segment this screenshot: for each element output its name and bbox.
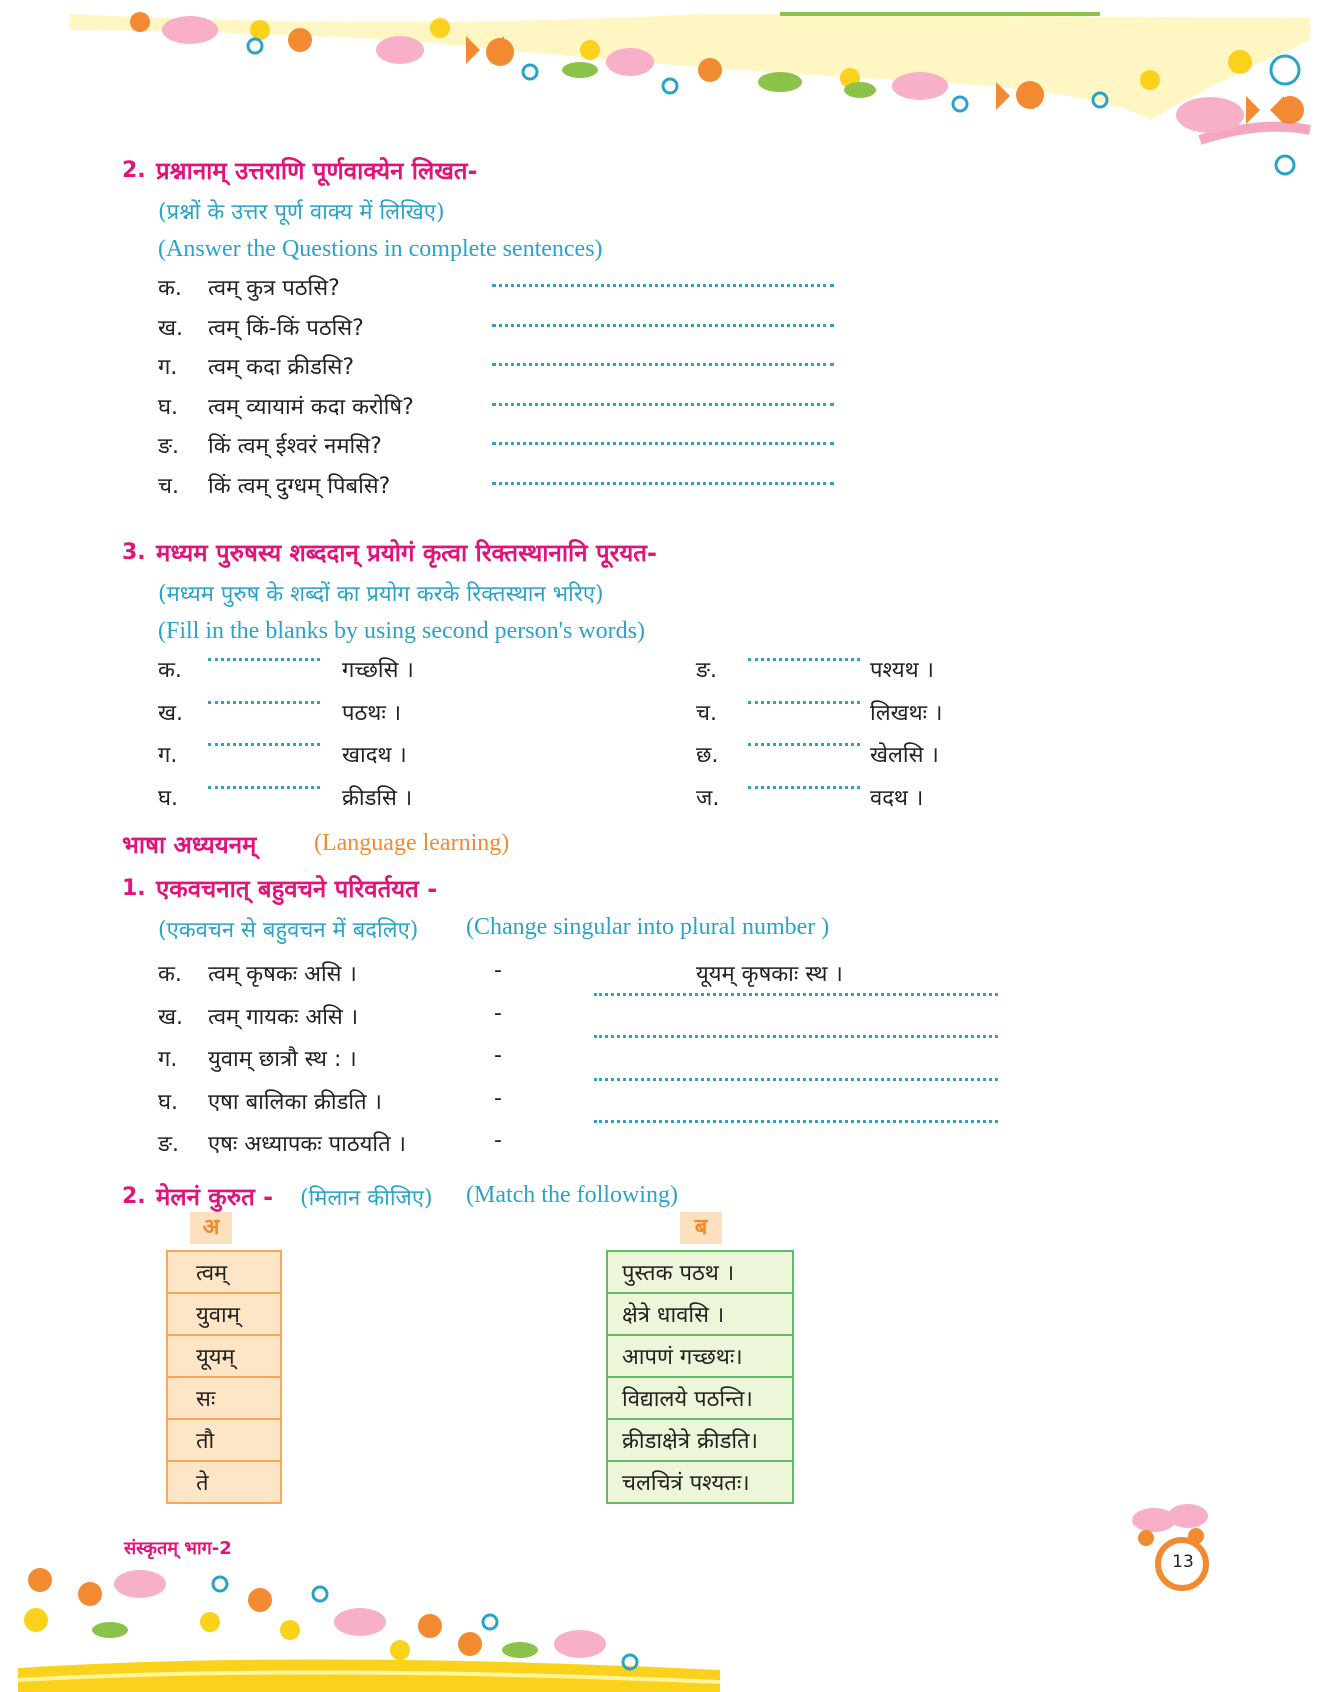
q3-left-text: पठथः ।: [342, 700, 402, 726]
bottom-floral-border: [0, 1560, 1332, 1692]
q2-item-text: किं त्वम् दुग्धम् पिबसि?: [208, 474, 391, 499]
column-b-table: [606, 1250, 794, 1504]
q2-number: 2.: [122, 158, 146, 183]
q2-answer-line[interactable]: [492, 284, 834, 287]
q2-item-text: त्वम् कदा क्रीडसि?: [208, 355, 355, 381]
language-section-english: (Language learning): [314, 830, 510, 856]
column-a-table: [166, 1250, 282, 1504]
l1-hindi-instruction: (एकवचन से बहुवचन में बदलिए): [158, 918, 419, 943]
q3-right-blank[interactable]: [748, 786, 860, 789]
l2-hindi-instruction: (मिलान कीजिए): [300, 1186, 433, 1211]
q3-left-text: गच्छसि ।: [342, 658, 414, 683]
q3-hindi-instruction: (मध्यम पुरुष के शब्दों का प्रयोग करके रिक्तस्थान भरिए): [158, 582, 604, 607]
q3-left-label: ख.: [158, 700, 183, 726]
column-a-cell: त्वम्: [167, 1251, 281, 1293]
l1-item-text: त्वम् कृषकः असि ।: [208, 962, 357, 987]
q3-left-blank[interactable]: [208, 701, 320, 704]
page-number: 13: [1172, 1552, 1194, 1572]
column-a-cell: सः: [167, 1377, 281, 1419]
q3-right-label: च.: [696, 700, 717, 726]
column-b-cell: विद्यालये पठन्ति।: [607, 1377, 793, 1419]
l1-item-text: त्वम् गायकः असि ।: [208, 1004, 359, 1030]
l1-item-text: एषा बालिका क्रीडति ।: [208, 1089, 382, 1115]
l1-item-label: ख.: [158, 1004, 183, 1030]
book-title: संस्कृतम् भाग-2: [124, 1538, 232, 1559]
q2-item-label: घ.: [158, 394, 178, 420]
column-a-header: अ: [190, 1212, 232, 1244]
q2-answer-line[interactable]: [492, 363, 834, 366]
q2-item-text: त्वम् व्यायामं कदा करोषि?: [208, 394, 414, 420]
q3-left-text: खादथ ।: [342, 743, 407, 768]
q3-right-label: ङ.: [696, 658, 718, 683]
q3-right-text: वदथ ।: [870, 785, 924, 811]
q3-left-blank[interactable]: [208, 658, 320, 661]
q3-left-text: क्रीडसि ।: [342, 785, 413, 811]
q2-title: प्रश्नानाम् उत्तराणि पूर्णवाक्येन लिखत-: [156, 157, 478, 185]
q3-right-blank[interactable]: [748, 658, 860, 661]
l1-answer-line[interactable]: [594, 1035, 998, 1038]
l1-item-label: ग.: [158, 1047, 178, 1072]
l1-item-label: घ.: [158, 1089, 178, 1115]
l1-item-dash: -: [494, 1085, 502, 1111]
q3-right-label: ज.: [696, 785, 720, 811]
q3-left-label: क.: [158, 658, 182, 683]
q3-right-label: छ.: [696, 743, 719, 768]
q2-answer-line[interactable]: [492, 403, 834, 406]
language-section-title: भाषा अध्ययनम्: [122, 831, 257, 859]
q3-english-instruction: (Fill in the blanks by using second person's words): [158, 618, 645, 644]
l1-answer-line[interactable]: [594, 993, 998, 996]
l1-item-dash: -: [494, 1043, 502, 1068]
q3-left-blank[interactable]: [208, 786, 320, 789]
column-b-header: ब: [680, 1212, 722, 1244]
q2-item-label: ख.: [158, 315, 183, 341]
q3-left-label: घ.: [158, 785, 178, 811]
l1-answer-line[interactable]: [594, 1078, 998, 1081]
column-b-cell: चलचित्रं पश्यतः।: [607, 1461, 793, 1503]
q3-number: 3.: [122, 540, 146, 565]
q3-right-text: खेलसि ।: [870, 743, 939, 768]
q2-answer-line[interactable]: [492, 442, 834, 445]
q3-right-text: लिखथः ।: [870, 700, 943, 726]
q3-left-label: ग.: [158, 743, 178, 768]
q3-title: मध्यम पुरुषस्य शब्ददान् प्रयोगं कृत्वा रिक्तस्थानानि पूरयत-: [156, 539, 657, 567]
q2-item-label: ग.: [158, 355, 178, 381]
l2-english-instruction: (Match the following): [466, 1182, 678, 1208]
column-b-cell: क्रीडाक्षेत्रे क्रीडति।: [607, 1419, 793, 1461]
q2-item-label: क.: [158, 276, 182, 301]
l2-title: मेलनं कुरुत -: [156, 1183, 274, 1211]
column-a-cell: तौ: [167, 1419, 281, 1461]
q2-item-label: ङ.: [158, 434, 180, 460]
q3-right-blank[interactable]: [748, 701, 860, 704]
l1-item-dash: -: [494, 1128, 502, 1153]
column-b-cell: पुस्तक पठथ ।: [607, 1251, 793, 1293]
l1-answer-line[interactable]: [594, 1120, 998, 1123]
l1-english-instruction: (Change singular into plural number ): [466, 914, 830, 940]
q2-item-text: त्वम् कुत्र पठसि?: [208, 276, 340, 301]
q2-item-text: त्वम् किं-किं पठसि?: [208, 315, 364, 341]
l1-item-label: ङ.: [158, 1132, 180, 1157]
l1-item-dash: -: [494, 1000, 502, 1026]
column-a-cell: यूयम्: [167, 1335, 281, 1377]
l1-title: एकवचनात् बहुवचने परिवर्तयत -: [156, 875, 438, 903]
q2-english-instruction: (Answer the Questions in complete sentences): [158, 236, 603, 262]
q2-item-label: च.: [158, 474, 179, 499]
column-b-cell: क्षेत्रे धावसि ।: [607, 1293, 793, 1335]
q2-hindi-instruction: (प्रश्नों के उत्तर पूर्ण वाक्य में लिखिए): [158, 200, 445, 225]
l1-item-answer: यूयम् कृषकाः स्थ ।: [696, 962, 843, 987]
l1-item-text: एषः अध्यापकः पाठयति ।: [208, 1132, 406, 1157]
l2-number: 2.: [122, 1184, 146, 1209]
q3-right-text: पश्यथ ।: [870, 658, 934, 683]
l1-item-text: युवाम् छात्रौ स्थ : ।: [208, 1047, 357, 1072]
q3-left-blank[interactable]: [208, 743, 320, 746]
q3-right-blank[interactable]: [748, 743, 860, 746]
q2-answer-line[interactable]: [492, 482, 834, 485]
q2-item-text: किं त्वम् ईश्वरं नमसि?: [208, 434, 382, 460]
column-a-cell: ते: [167, 1461, 281, 1503]
l1-item-dash: -: [494, 958, 502, 983]
q2-answer-line[interactable]: [492, 324, 834, 327]
column-a-cell: युवाम्: [167, 1293, 281, 1335]
l1-number: 1.: [122, 876, 146, 901]
column-b-cell: आपणं गच्छथः।: [607, 1335, 793, 1377]
l1-item-label: क.: [158, 962, 182, 987]
